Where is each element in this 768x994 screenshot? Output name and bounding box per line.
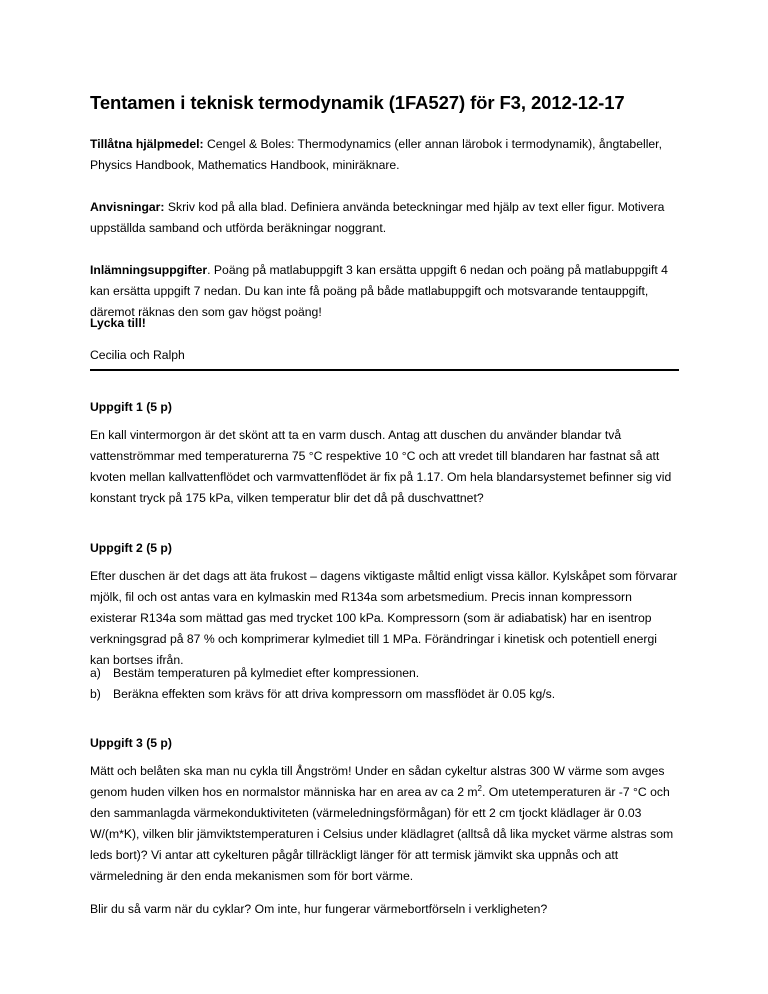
- instructions-label: Anvisningar:: [90, 200, 165, 214]
- problem-3-question: Blir du så varm när du cyklar? Om inte, hur fungerar värmebortförseln i verkligheten?: [90, 902, 548, 916]
- problem-2-heading: Uppgift 2 (5 p): [90, 541, 172, 555]
- instructions-paragraph: [90, 197, 680, 239]
- allowed-aids-paragraph: [90, 134, 680, 176]
- signature: Cecilia och Ralph: [90, 348, 185, 362]
- allowed-aids-text: Cengel & Boles: Thermodynamics (eller annan lärobok i termodynamik), ångtabeller, Physics Handbook, Mathematics Handbook, miniräknare.: [90, 137, 662, 172]
- good-luck: Lycka till!: [90, 316, 146, 330]
- instructions-text: Skriv kod på alla blad. Definiera använda beteckningar med hjälp av text eller figur. Motivera uppställda samband och utförda beräkningar noggrant.: [90, 200, 665, 235]
- assignments-text: . Poäng på matlabuppgift 3 kan ersätta uppgift 6 nedan och poäng på matlabuppgift 4 kan ersätta uppgift 7 nedan. Du kan inte få poäng på både matlabuppgift och motsvarande tentauppgift, däremot räknas den som gav högst poäng!: [90, 263, 668, 319]
- list-item: [90, 684, 680, 705]
- problem-3-text: Mätt och belåten ska man nu cykla till Ångström! Under en sådan cykeltur alstras 300 W värme som avges genom huden vilken hos en normalstor människa har en area av ca 2 $m^2$. Om utetemperaturen är -7 °C och den sammanlagda värmekonduktiviteten (värmeledningsförmågan) för ett 2 cm tjockt klädlager är 0.03 W/(m*K), vilken blir jämviktstemperaturen i Celsius under klädlagret (alltså då lika mycket värme alstras som leds bort)? Vi antar att cykelturen pågår tillräckligt länger för att termisk jämvikt ska uppnås och att värmeledning är den enda mekanismen som för bort värme.: [90, 764, 674, 883]
- problem-2-text: Efter duschen är det dags att äta frukost – dagens viktigaste måltid enligt vissa källor. Kylskåpet som förvarar mjölk, fil och ost antas vara en kylmaskin med R134a som arbetsmedium. Precis innan kompressorn existerar R134a som mättad gas med trycket 100 kPa. Kompressorn (som är adiabatisk) har en isentrop verkningsgrad på 87 % och komprimerar kylmediet till 1 MPa. Förändringar i kinetisk och potentiell energi kan bortses ifrån.: [90, 569, 678, 667]
- item-marker: a): [90, 666, 101, 680]
- divider-line: [90, 369, 679, 371]
- item-text: Beräkna effekten som krävs för att driva kompressorn om massflödet är 0.05 kg/s.: [113, 687, 556, 701]
- problem-3-heading: Uppgift 3 (5 p): [90, 736, 172, 750]
- page-title: Tentamen i teknisk termodynamik (1FA527) för F3, 2012-12-17: [90, 92, 625, 113]
- assignments-label: Inlämningsuppgifter: [90, 263, 208, 277]
- list-item: [90, 663, 680, 684]
- allowed-aids-label: Tillåtna hjälpmedel:: [90, 137, 204, 151]
- problem-2-subitems: [90, 663, 680, 705]
- problem-1-heading: Uppgift 1 (5 p): [90, 400, 172, 414]
- item-marker: b): [90, 687, 101, 701]
- superscript: 2: [477, 784, 482, 793]
- item-text: Bestäm temperaturen på kylmediet efter kompressionen.: [113, 666, 420, 680]
- problem-1-text: En kall vintermorgon är det skönt att ta en varm dusch. Antag att duschen du använder blandar två vattenströmmar med temperaturerna 75 °C respektive 10 °C och att vredet till blandaren har fastnat så att kvoten mellan kallvattenflödet och varmvattenflödet är fix på 1.17. Om hela blandarsystemet befinner sig vid konstant tryck på 175 kPa, vilken temperatur blir det då på duschvattnet?: [90, 428, 672, 505]
